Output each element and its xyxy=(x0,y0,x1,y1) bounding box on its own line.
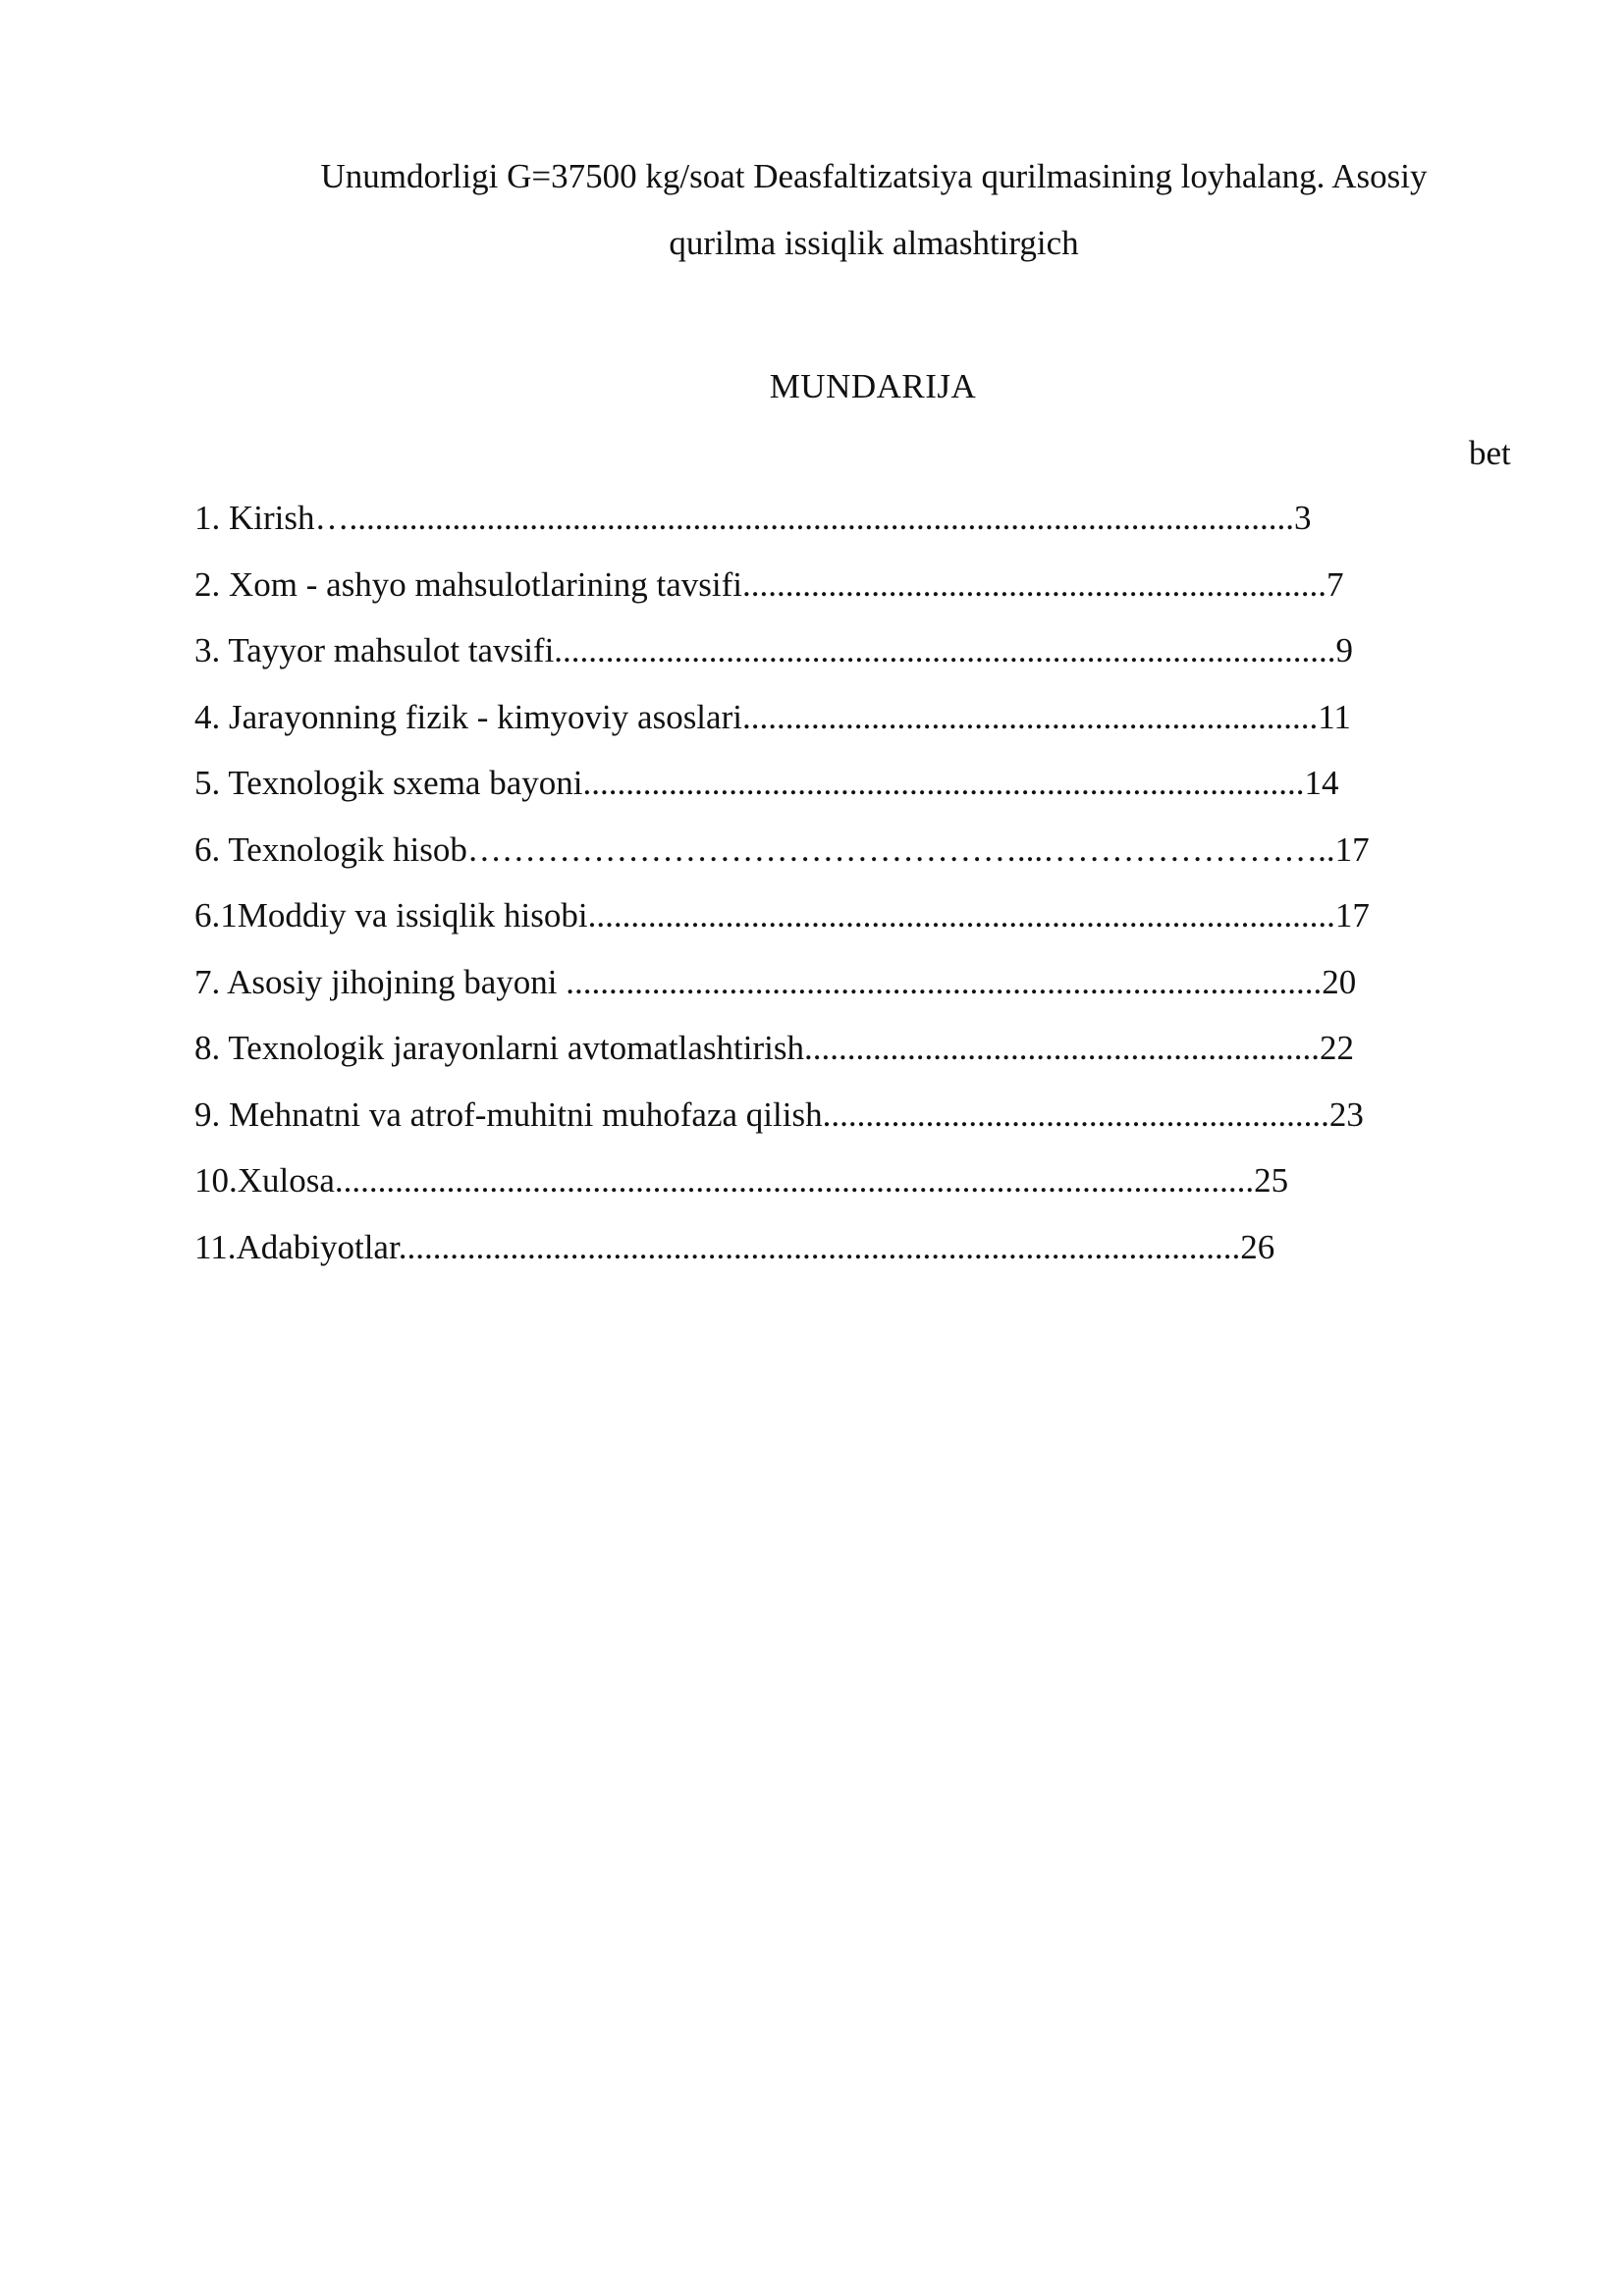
toc-entry-texnologik-sxema xyxy=(194,762,1500,828)
toc-entry-avtomatlashtirish xyxy=(194,1027,1508,1094)
toc-entry-text: 2. Xom - ashyo mahsulotlarining tavsifi....................................................................7 xyxy=(194,564,1344,604)
toc-entry-text: 6.1Moddiy va issiqlik hisobi.......................................................................................17 xyxy=(194,896,1370,934)
toc-entry-text: 8. Texnologik jarayonlarni avtomatlashtirish............................................................22 xyxy=(194,1029,1354,1067)
toc-entry-asosiy-jihoz xyxy=(194,961,1512,1028)
toc-entry-text: 4. Jarayonning fizik - kimyoviy asoslari...................................................................11 xyxy=(194,697,1351,736)
toc-entry-text: 9. Mehnatni va atrof-muhitni muhofaza qilish...........................................................23 xyxy=(194,1095,1364,1134)
toc-entry-text: 10.Xulosa...........................................................................................................25 xyxy=(194,1161,1289,1200)
toc-entry-text: 1. Kirish…..............................................................................................................3 xyxy=(194,499,1312,537)
toc-heading: MUNDARIJA xyxy=(769,367,977,405)
toc-entry-mehnat-muhofaza xyxy=(194,1094,1516,1160)
toc-entry-moddiy-issiqlik xyxy=(194,894,1506,961)
toc-entry-texnologik-hisob xyxy=(194,828,1506,895)
toc-entry-text: 11.Adabiyotlar..................................................................................................26 xyxy=(194,1227,1275,1266)
toc-entry-text: 5. Texnologik sxema bayoni....................................................................................14 xyxy=(194,764,1339,802)
toc-entry-text: 6. Texnologik hisob…………………………………………...……………………..17 xyxy=(194,829,1370,869)
document-title-line-2: qurilma issiqlik almashtirgich xyxy=(669,224,1079,262)
table-of-contents xyxy=(194,497,1516,1292)
toc-entry-kirish xyxy=(194,497,1500,563)
document-title-line-1: Unumdorligi G=37500 kg/soat Deasfaltizatsiya qurilmasining loyhalang. Asosiy xyxy=(320,157,1428,195)
toc-entry-xom-ashyo xyxy=(194,563,1492,630)
toc-entry-tayyor-mahsulot xyxy=(194,629,1492,696)
toc-entry-text: 7. Asosiy jihojning bayoni ........................................................................................20 xyxy=(194,962,1357,1001)
page-column-label: bet xyxy=(1469,434,1511,472)
toc-entry-xulosa xyxy=(194,1159,1516,1226)
toc-entry-text: 3. Tayyor mahsulot tavsifi...........................................................................................9 xyxy=(194,631,1354,669)
toc-entry-fizik-kimyoviy xyxy=(194,696,1500,763)
toc-entry-adabiyotlar xyxy=(194,1226,1516,1293)
